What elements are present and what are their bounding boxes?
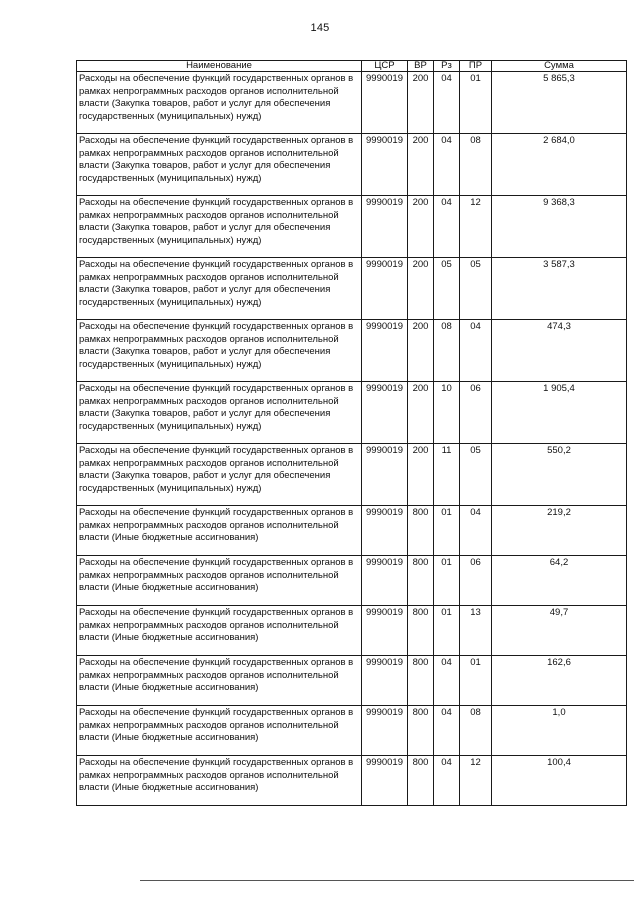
cell-name: Расходы на обеспечение функций государственных органов в рамках непрограммных расходов органов исполнительной власти (Иные бюджетные ассигнования) — [77, 756, 362, 806]
table-row — [77, 258, 627, 320]
cell-pr: 08 — [460, 706, 492, 756]
table-row — [77, 656, 627, 706]
page-number: 145 — [310, 22, 330, 34]
cell-vr: 200 — [408, 444, 434, 506]
cell-rz: 10 — [434, 382, 460, 444]
cell-csr: 9990019 — [362, 556, 408, 606]
cell-sum: 64,2 — [492, 556, 627, 606]
cell-sum: 1,0 — [492, 706, 627, 756]
cell-rz: 01 — [434, 556, 460, 606]
cell-vr: 200 — [408, 382, 434, 444]
cell-pr: 06 — [460, 556, 492, 606]
cell-pr: 13 — [460, 606, 492, 656]
cell-pr: 08 — [460, 134, 492, 196]
cell-rz: 11 — [434, 444, 460, 506]
cell-csr: 9990019 — [362, 382, 408, 444]
cell-name: Расходы на обеспечение функций государственных органов в рамках непрограммных расходов органов исполнительной власти (Закупка товаров, работ и услуг для обеспечения государственных (муниципальных) нужд) — [77, 382, 362, 444]
cell-pr: 01 — [460, 72, 492, 134]
cell-csr: 9990019 — [362, 706, 408, 756]
cell-pr: 04 — [460, 320, 492, 382]
cell-sum: 1 905,4 — [492, 382, 627, 444]
cell-pr: 05 — [460, 444, 492, 506]
table-row — [77, 320, 627, 382]
cell-csr: 9990019 — [362, 606, 408, 656]
cell-vr: 800 — [408, 606, 434, 656]
cell-name: Расходы на обеспечение функций государственных органов в рамках непрограммных расходов органов исполнительной власти (Закупка товаров, работ и услуг для обеспечения государственных (муниципальных) нужд) — [77, 196, 362, 258]
cell-rz: 04 — [434, 134, 460, 196]
table-row — [77, 506, 627, 556]
table-row — [77, 556, 627, 606]
cell-csr: 9990019 — [362, 656, 408, 706]
cell-vr: 800 — [408, 506, 434, 556]
cell-vr: 800 — [408, 706, 434, 756]
cell-sum: 3 587,3 — [492, 258, 627, 320]
cell-rz: 04 — [434, 706, 460, 756]
header-pr: ПР — [460, 61, 492, 72]
table-row — [77, 72, 627, 134]
cell-vr: 800 — [408, 756, 434, 806]
cell-csr: 9990019 — [362, 506, 408, 556]
footer-rule — [140, 880, 634, 881]
cell-sum: 162,6 — [492, 656, 627, 706]
table-row — [77, 196, 627, 258]
cell-name: Расходы на обеспечение функций государственных органов в рамках непрограммных расходов органов исполнительной власти (Закупка товаров, работ и услуг для обеспечения государственных (муниципальных) нужд) — [77, 444, 362, 506]
cell-sum: 550,2 — [492, 444, 627, 506]
cell-sum: 474,3 — [492, 320, 627, 382]
cell-rz: 05 — [434, 258, 460, 320]
cell-pr: 01 — [460, 656, 492, 706]
table-row — [77, 444, 627, 506]
cell-csr: 9990019 — [362, 320, 408, 382]
table-header-row — [77, 61, 627, 72]
cell-pr: 06 — [460, 382, 492, 444]
header-name: Наименование — [77, 61, 362, 72]
cell-vr: 800 — [408, 556, 434, 606]
table-row — [77, 382, 627, 444]
cell-name: Расходы на обеспечение функций государственных органов в рамках непрограммных расходов органов исполнительной власти (Закупка товаров, работ и услуг для обеспечения государственных (муниципальных) нужд) — [77, 72, 362, 134]
cell-rz: 04 — [434, 196, 460, 258]
cell-name: Расходы на обеспечение функций государственных органов в рамках непрограммных расходов органов исполнительной власти (Иные бюджетные ассигнования) — [77, 656, 362, 706]
cell-name: Расходы на обеспечение функций государственных органов в рамках непрограммных расходов органов исполнительной власти (Закупка товаров, работ и услуг для обеспечения государственных (муниципальных) нужд) — [77, 134, 362, 196]
cell-rz: 04 — [434, 72, 460, 134]
cell-csr: 9990019 — [362, 72, 408, 134]
cell-vr: 200 — [408, 196, 434, 258]
cell-rz: 04 — [434, 656, 460, 706]
cell-rz: 08 — [434, 320, 460, 382]
cell-name: Расходы на обеспечение функций государственных органов в рамках непрограммных расходов органов исполнительной власти (Иные бюджетные ассигнования) — [77, 706, 362, 756]
cell-csr: 9990019 — [362, 134, 408, 196]
cell-vr: 200 — [408, 134, 434, 196]
cell-csr: 9990019 — [362, 196, 408, 258]
cell-vr: 800 — [408, 656, 434, 706]
cell-vr: 200 — [408, 320, 434, 382]
cell-pr: 04 — [460, 506, 492, 556]
cell-name: Расходы на обеспечение функций государственных органов в рамках непрограммных расходов органов исполнительной власти (Закупка товаров, работ и услуг для обеспечения государственных (муниципальных) нужд) — [77, 320, 362, 382]
cell-vr: 200 — [408, 258, 434, 320]
header-rz: Рз — [434, 61, 460, 72]
cell-rz: 04 — [434, 756, 460, 806]
cell-name: Расходы на обеспечение функций государственных органов в рамках непрограммных расходов органов исполнительной власти (Иные бюджетные ассигнования) — [77, 606, 362, 656]
cell-pr: 05 — [460, 258, 492, 320]
cell-sum: 9 368,3 — [492, 196, 627, 258]
budget-table — [76, 60, 627, 806]
cell-rz: 01 — [434, 606, 460, 656]
table-row — [77, 606, 627, 656]
cell-sum: 219,2 — [492, 506, 627, 556]
cell-sum: 5 865,3 — [492, 72, 627, 134]
cell-csr: 9990019 — [362, 444, 408, 506]
table-row — [77, 134, 627, 196]
cell-csr: 9990019 — [362, 258, 408, 320]
cell-name: Расходы на обеспечение функций государственных органов в рамках непрограммных расходов органов исполнительной власти (Иные бюджетные ассигнования) — [77, 506, 362, 556]
cell-pr: 12 — [460, 196, 492, 258]
cell-pr: 12 — [460, 756, 492, 806]
cell-sum: 2 684,0 — [492, 134, 627, 196]
cell-name: Расходы на обеспечение функций государственных органов в рамках непрограммных расходов органов исполнительной власти (Иные бюджетные ассигнования) — [77, 556, 362, 606]
cell-sum: 49,7 — [492, 606, 627, 656]
cell-csr: 9990019 — [362, 756, 408, 806]
cell-sum: 100,4 — [492, 756, 627, 806]
cell-name: Расходы на обеспечение функций государственных органов в рамках непрограммных расходов органов исполнительной власти (Закупка товаров, работ и услуг для обеспечения государственных (муниципальных) нужд) — [77, 258, 362, 320]
cell-rz: 01 — [434, 506, 460, 556]
table-row — [77, 756, 627, 806]
header-sum: Сумма — [492, 61, 627, 72]
cell-vr: 200 — [408, 72, 434, 134]
header-vr: ВР — [408, 61, 434, 72]
table-row — [77, 706, 627, 756]
header-csr: ЦСР — [362, 61, 408, 72]
